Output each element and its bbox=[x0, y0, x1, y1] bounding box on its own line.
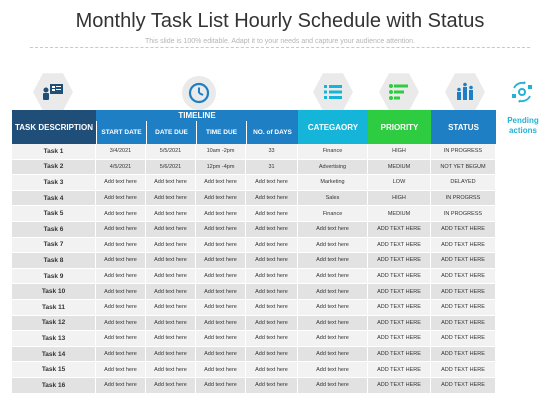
cell-category: Finance bbox=[298, 144, 368, 159]
cell-category: Add text here bbox=[298, 269, 368, 284]
cell-priority: MEDIUM bbox=[368, 160, 431, 175]
cell-category: Add text here bbox=[298, 253, 368, 268]
cell-date-due: Add text here bbox=[146, 253, 196, 268]
cell-category: Add text here bbox=[298, 300, 368, 315]
cell-number-of-days: 31 bbox=[246, 160, 298, 175]
cell-start-date: Add text here bbox=[96, 347, 146, 362]
cell-task-name: Task 8 bbox=[12, 253, 96, 268]
cell-start-date: Add text here bbox=[96, 206, 146, 221]
cell-time-due: Add text here bbox=[196, 238, 246, 253]
cell-start-date: Add text here bbox=[96, 300, 146, 315]
cell-number-of-days: Add text here bbox=[246, 206, 298, 221]
cell-category: Add text here bbox=[298, 331, 368, 346]
cell-time-due: Add text here bbox=[196, 316, 246, 331]
header-status: STATUS bbox=[431, 110, 496, 144]
cell-number-of-days: Add text here bbox=[246, 222, 298, 237]
cell-task-name: Task 5 bbox=[12, 206, 96, 221]
cell-task-name: Task 1 bbox=[12, 144, 96, 159]
table-row bbox=[12, 160, 496, 176]
cell-date-due: Add text here bbox=[146, 331, 196, 346]
cell-task-name: Task 16 bbox=[12, 378, 96, 393]
cell-number-of-days: 33 bbox=[246, 144, 298, 159]
cell-status: ADD TEXT HERE bbox=[431, 269, 496, 284]
cell-status: DELAYED bbox=[431, 175, 496, 190]
cell-date-due: Add text here bbox=[146, 300, 196, 315]
cell-number-of-days: Add text here bbox=[246, 347, 298, 362]
cell-start-date: Add text here bbox=[96, 222, 146, 237]
table-row bbox=[12, 175, 496, 191]
cell-start-date: Add text here bbox=[96, 362, 146, 377]
cell-category: Add text here bbox=[298, 316, 368, 331]
table-row bbox=[12, 206, 496, 222]
cell-task-name: Task 9 bbox=[12, 269, 96, 284]
cell-task-name: Task 15 bbox=[12, 362, 96, 377]
cell-time-due: Add text here bbox=[196, 331, 246, 346]
cell-start-date: Add text here bbox=[96, 191, 146, 206]
cell-status: IN PROGRSS bbox=[431, 191, 496, 206]
header-date-due: DATE DUE bbox=[146, 121, 196, 144]
clock-icon bbox=[182, 76, 216, 110]
cell-category: Add text here bbox=[298, 222, 368, 237]
cell-date-due: 5/5/2021 bbox=[146, 144, 196, 159]
page-title: Monthly Task List Hourly Schedule with Status bbox=[75, 10, 485, 32]
cell-priority: ADD TEXT HERE bbox=[368, 347, 431, 362]
cell-priority: ADD TEXT HERE bbox=[368, 331, 431, 346]
task-table bbox=[12, 144, 496, 394]
cell-time-due: Add text here bbox=[196, 206, 246, 221]
cell-start-date: Add text here bbox=[96, 238, 146, 253]
cell-status: ADD TEXT HERE bbox=[431, 222, 496, 237]
table-row bbox=[12, 253, 496, 269]
cell-start-date: 3/4/2021 bbox=[96, 144, 146, 159]
cell-task-name: Task 10 bbox=[12, 284, 96, 299]
table-row bbox=[12, 222, 496, 238]
cell-number-of-days: Add text here bbox=[246, 300, 298, 315]
header-time-due: TIME DUE bbox=[196, 121, 246, 144]
cell-status: ADD TEXT HERE bbox=[431, 378, 496, 393]
cell-task-name: Task 11 bbox=[12, 300, 96, 315]
cell-task-name: Task 12 bbox=[12, 316, 96, 331]
cell-category: Marketing bbox=[298, 175, 368, 190]
cell-priority: ADD TEXT HERE bbox=[368, 269, 431, 284]
table-row bbox=[12, 284, 496, 300]
header-pending-actions: Pending actions bbox=[496, 108, 550, 144]
list-icon bbox=[313, 72, 353, 112]
cell-date-due: Add text here bbox=[146, 222, 196, 237]
cycle-gears-icon bbox=[502, 72, 542, 112]
cell-time-due: Add text here bbox=[196, 269, 246, 284]
cell-status: ADD TEXT HERE bbox=[431, 253, 496, 268]
header-number-of-days: NO. of DAYS bbox=[246, 121, 298, 144]
table-row bbox=[12, 378, 496, 394]
cell-category: Sales bbox=[298, 191, 368, 206]
cell-date-due: Add text here bbox=[146, 362, 196, 377]
cell-task-name: Task 13 bbox=[12, 331, 96, 346]
cell-priority: ADD TEXT HERE bbox=[368, 362, 431, 377]
cell-task-name: Task 14 bbox=[12, 347, 96, 362]
cell-task-name: Task 2 bbox=[12, 160, 96, 175]
cell-number-of-days: Add text here bbox=[246, 284, 298, 299]
cell-priority: ADD TEXT HERE bbox=[368, 238, 431, 253]
cell-time-due: 12pm -4pm bbox=[196, 160, 246, 175]
table-row bbox=[12, 331, 496, 347]
cell-number-of-days: Add text here bbox=[246, 362, 298, 377]
cell-category: Add text here bbox=[298, 378, 368, 393]
table-row bbox=[12, 238, 496, 254]
table-row bbox=[12, 300, 496, 316]
title-divider bbox=[30, 47, 530, 48]
cell-date-due: Add text here bbox=[146, 175, 196, 190]
cell-time-due: Add text here bbox=[196, 362, 246, 377]
cell-number-of-days: Add text here bbox=[246, 269, 298, 284]
table-row bbox=[12, 347, 496, 363]
cell-start-date: Add text here bbox=[96, 378, 146, 393]
cell-priority: ADD TEXT HERE bbox=[368, 316, 431, 331]
cell-task-name: Task 7 bbox=[12, 238, 96, 253]
header-start-date: START DATE bbox=[96, 121, 146, 144]
cell-task-name: Task 6 bbox=[12, 222, 96, 237]
cell-number-of-days: Add text here bbox=[246, 331, 298, 346]
cell-priority: ADD TEXT HERE bbox=[368, 253, 431, 268]
table-row bbox=[12, 362, 496, 378]
cell-date-due: Add text here bbox=[146, 284, 196, 299]
cell-time-due: Add text here bbox=[196, 284, 246, 299]
page-subtitle: This slide is 100% editable. Adapt it to your needs and capture your audience attention. bbox=[144, 38, 416, 45]
cell-number-of-days: Add text here bbox=[246, 238, 298, 253]
bar-levels-icon bbox=[379, 72, 419, 112]
cell-time-due: 10am -2pm bbox=[196, 144, 246, 159]
cell-number-of-days: Add text here bbox=[246, 253, 298, 268]
cell-status: IN PROGRESS bbox=[431, 144, 496, 159]
cell-number-of-days: Add text here bbox=[246, 378, 298, 393]
cell-time-due: Add text here bbox=[196, 378, 246, 393]
header-priority: PRIORITY bbox=[368, 110, 431, 144]
cell-category: Add text here bbox=[298, 238, 368, 253]
header-task-description: TASK DESCRIPTION bbox=[12, 110, 96, 144]
cell-time-due: Add text here bbox=[196, 222, 246, 237]
cell-start-date: Add text here bbox=[96, 331, 146, 346]
cell-start-date: Add text here bbox=[96, 316, 146, 331]
cell-date-due: Add text here bbox=[146, 206, 196, 221]
cell-priority: ADD TEXT HERE bbox=[368, 378, 431, 393]
cell-date-due: Add text here bbox=[146, 191, 196, 206]
cell-priority: HIGH bbox=[368, 191, 431, 206]
cell-time-due: Add text here bbox=[196, 347, 246, 362]
cell-priority: ADD TEXT HERE bbox=[368, 300, 431, 315]
header-timeline: TIMELINE bbox=[96, 110, 298, 121]
table-row bbox=[12, 316, 496, 332]
cell-date-due: 5/6/2021 bbox=[146, 160, 196, 175]
cell-status: ADD TEXT HERE bbox=[431, 347, 496, 362]
cell-category: Finance bbox=[298, 206, 368, 221]
cell-category: Add text here bbox=[298, 362, 368, 377]
cell-start-date: Add text here bbox=[96, 284, 146, 299]
cell-status: ADD TEXT HERE bbox=[431, 331, 496, 346]
cell-category: Advertising bbox=[298, 160, 368, 175]
cell-status: ADD TEXT HERE bbox=[431, 284, 496, 299]
cell-date-due: Add text here bbox=[146, 238, 196, 253]
cell-status: ADD TEXT HERE bbox=[431, 362, 496, 377]
cell-time-due: Add text here bbox=[196, 253, 246, 268]
cell-date-due: Add text here bbox=[146, 269, 196, 284]
presenter-icon bbox=[33, 72, 73, 112]
cell-priority: LOW bbox=[368, 175, 431, 190]
cell-category: Add text here bbox=[298, 284, 368, 299]
cell-time-due: Add text here bbox=[196, 300, 246, 315]
cell-time-due: Add text here bbox=[196, 175, 246, 190]
cell-status: NOT YET BEGUM bbox=[431, 160, 496, 175]
cell-start-date: Add text here bbox=[96, 253, 146, 268]
cell-priority: MEDIUM bbox=[368, 206, 431, 221]
cell-status: ADD TEXT HERE bbox=[431, 316, 496, 331]
cell-status: ADD TEXT HERE bbox=[431, 238, 496, 253]
header-category: CATEGAORY bbox=[298, 110, 368, 144]
cell-number-of-days: Add text here bbox=[246, 316, 298, 331]
table-row bbox=[12, 144, 496, 160]
cell-priority: ADD TEXT HERE bbox=[368, 284, 431, 299]
cell-task-name: Task 4 bbox=[12, 191, 96, 206]
cell-date-due: Add text here bbox=[146, 378, 196, 393]
cell-start-date: 4/5/2021 bbox=[96, 160, 146, 175]
cell-date-due: Add text here bbox=[146, 347, 196, 362]
cell-start-date: Add text here bbox=[96, 269, 146, 284]
cell-number-of-days: Add text here bbox=[246, 191, 298, 206]
cell-priority: ADD TEXT HERE bbox=[368, 222, 431, 237]
table-row bbox=[12, 191, 496, 207]
cell-priority: HIGH bbox=[368, 144, 431, 159]
people-chart-icon bbox=[445, 72, 485, 112]
cell-status: ADD TEXT HERE bbox=[431, 300, 496, 315]
cell-time-due: Add text here bbox=[196, 191, 246, 206]
cell-task-name: Task 3 bbox=[12, 175, 96, 190]
cell-date-due: Add text here bbox=[146, 316, 196, 331]
cell-start-date: Add text here bbox=[96, 175, 146, 190]
table-row bbox=[12, 269, 496, 285]
cell-category: Add text here bbox=[298, 347, 368, 362]
cell-number-of-days: Add text here bbox=[246, 175, 298, 190]
cell-status: IN PROGRESS bbox=[431, 206, 496, 221]
